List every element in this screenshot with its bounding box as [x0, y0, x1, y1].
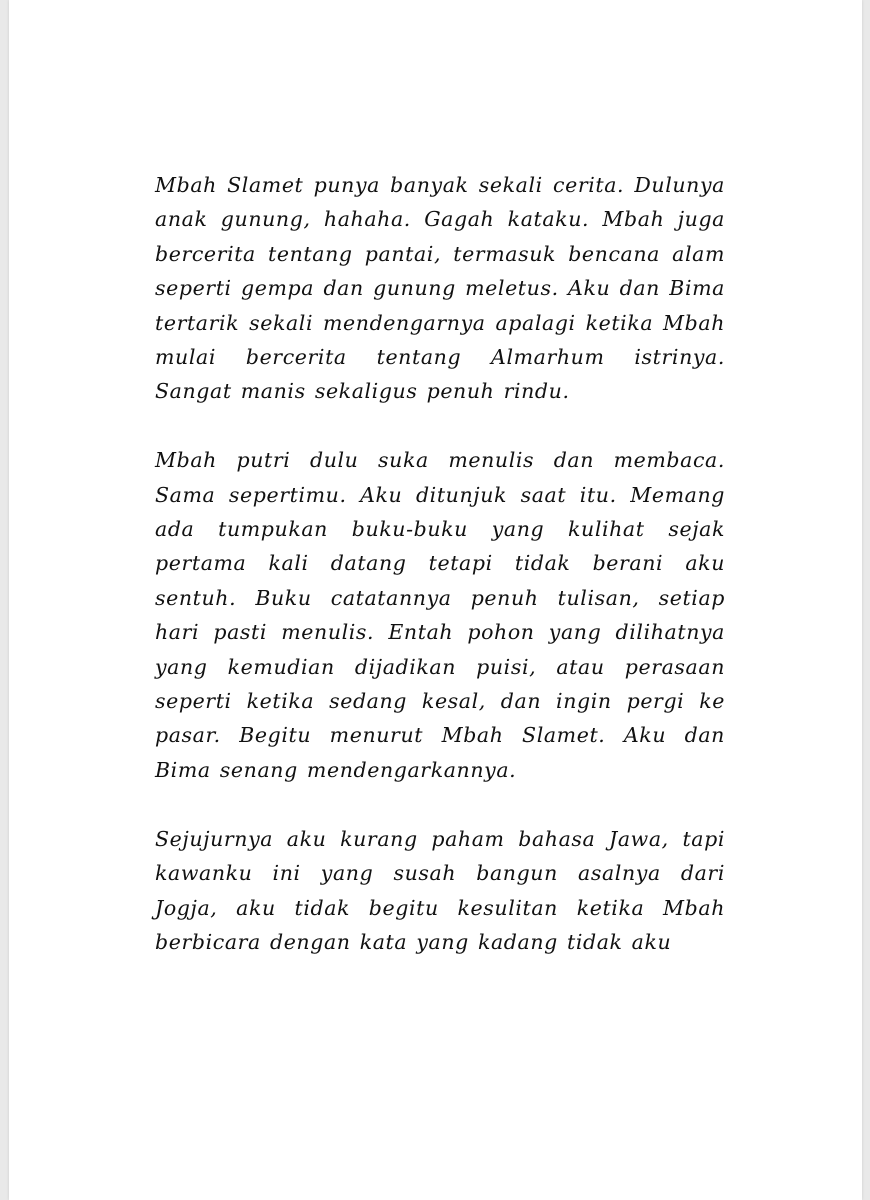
paragraph-2: Mbah putri dulu suka menulis dan membaca. Sama sepertimu. Aku ditunjuk saat itu. Memang ada tumpukan buku-buku yang kulihat sejak pertama kali datang tetapi tidak berani aku sentuh. Buku catatannya penuh tulisan, setiap hari pasti menulis. Entah pohon yang dilihatnya yang kemudian dijadikan puisi, atau perasaan seperti ketika sedang kesal, dan ingin pergi ke pasar. Begitu menurut Mbah Slamet. Aku dan Bima senang mendengarkannya. — [155, 448, 725, 782]
handwritten-text-body — [155, 168, 725, 994]
paragraph-1: Mbah Slamet punya banyak sekali cerita. Dulunya anak gunung, hahaha. Gagah kataku. Mbah juga bercerita tentang pantai, termasuk bencana alam seperti gempa dan gunung meletus. Aku dan Bima tertarik sekali mendengarnya apalagi ketika Mbah mulai bercerita tentang Almarhum istrinya. Sangat manis sekaligus penuh rindu. — [155, 173, 725, 404]
document-page — [9, 0, 862, 1200]
paragraph-3: Sejujurnya aku kurang paham bahasa Jawa, tapi kawanku ini yang susah bangun asalnya dari Jogja, aku tidak begitu kesulitan ketika Mbah berbicara dengan kata yang kadang tidak aku — [155, 826, 725, 954]
